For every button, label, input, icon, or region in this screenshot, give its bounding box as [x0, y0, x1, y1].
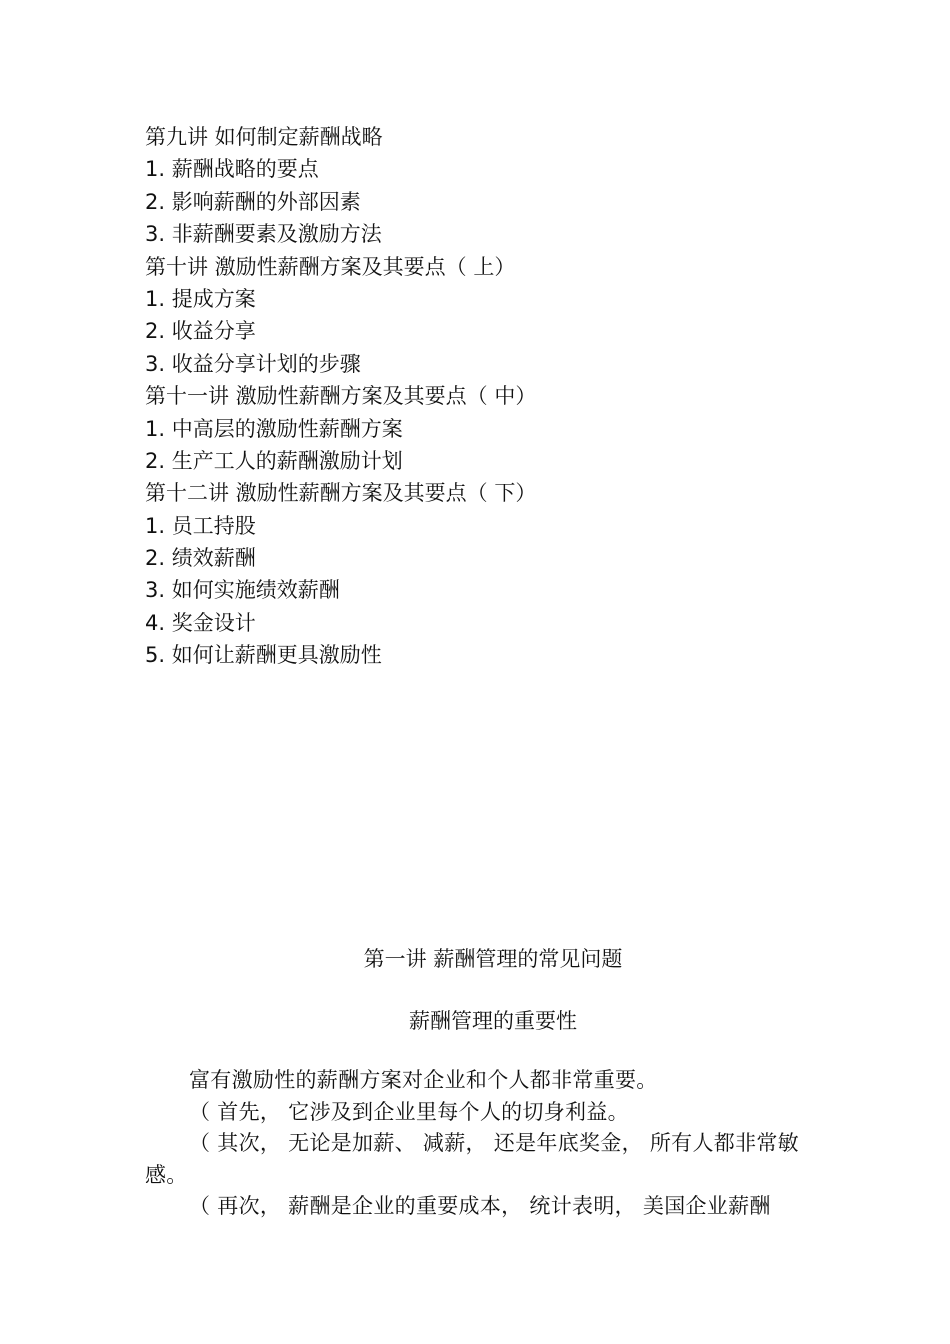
toc-item: 3. 如何实施绩效薪酬: [145, 578, 340, 603]
chapter-title: 第一讲 薪酬管理的常见问题: [363, 947, 623, 971]
toc-item: 3. 收益分享计划的步骤: [145, 351, 361, 376]
paragraph: （ 再次， 薪酬是企业的重要成本， 统计表明， 美国企业薪酬: [189, 1194, 771, 1218]
body-text: [145, 1065, 810, 1223]
toc-item: 2. 生产工人的薪酬激励计划: [145, 448, 403, 473]
toc-item: 1. 薪酬战略的要点: [145, 157, 319, 182]
toc-heading-lecture-10: 第十讲 激励性薪酬方案及其要点（ 上）: [145, 254, 516, 279]
toc-item: 4. 奖金设计: [145, 610, 256, 635]
toc-item: 1. 中高层的激励性薪酬方案: [145, 416, 403, 441]
toc-item: 2. 影响薪酬的外部因素: [145, 189, 361, 214]
paragraph: 富有激励性的薪酬方案对企业和个人都非常重要。: [189, 1068, 658, 1092]
toc-item: 3. 非薪酬要素及激励方法: [145, 222, 382, 247]
paragraph: （ 首先， 它涉及到企业里每个人的切身利益。: [189, 1099, 629, 1124]
toc-item: 2. 收益分享: [145, 319, 256, 344]
table-of-contents: [145, 121, 825, 672]
toc-item: 2. 绩效薪酬: [145, 546, 256, 571]
paragraph: （ 其次， 无论是加薪、 减薪， 还是年底奖金， 所有人都非常敏感。: [145, 1131, 799, 1187]
toc-item: 5. 如何让薪酬更具激励性: [145, 643, 382, 668]
section-title: 薪酬管理的重要性: [409, 1009, 577, 1033]
toc-item: 1. 员工持股: [145, 513, 256, 538]
toc-item: 1. 提成方案: [145, 286, 256, 311]
toc-heading-lecture-9: 第九讲 如何制定薪酬战略: [145, 125, 383, 149]
toc-heading-lecture-11: 第十一讲 激励性薪酬方案及其要点（ 中）: [145, 384, 537, 409]
toc-heading-lecture-12: 第十二讲 激励性薪酬方案及其要点（ 下）: [145, 481, 537, 506]
